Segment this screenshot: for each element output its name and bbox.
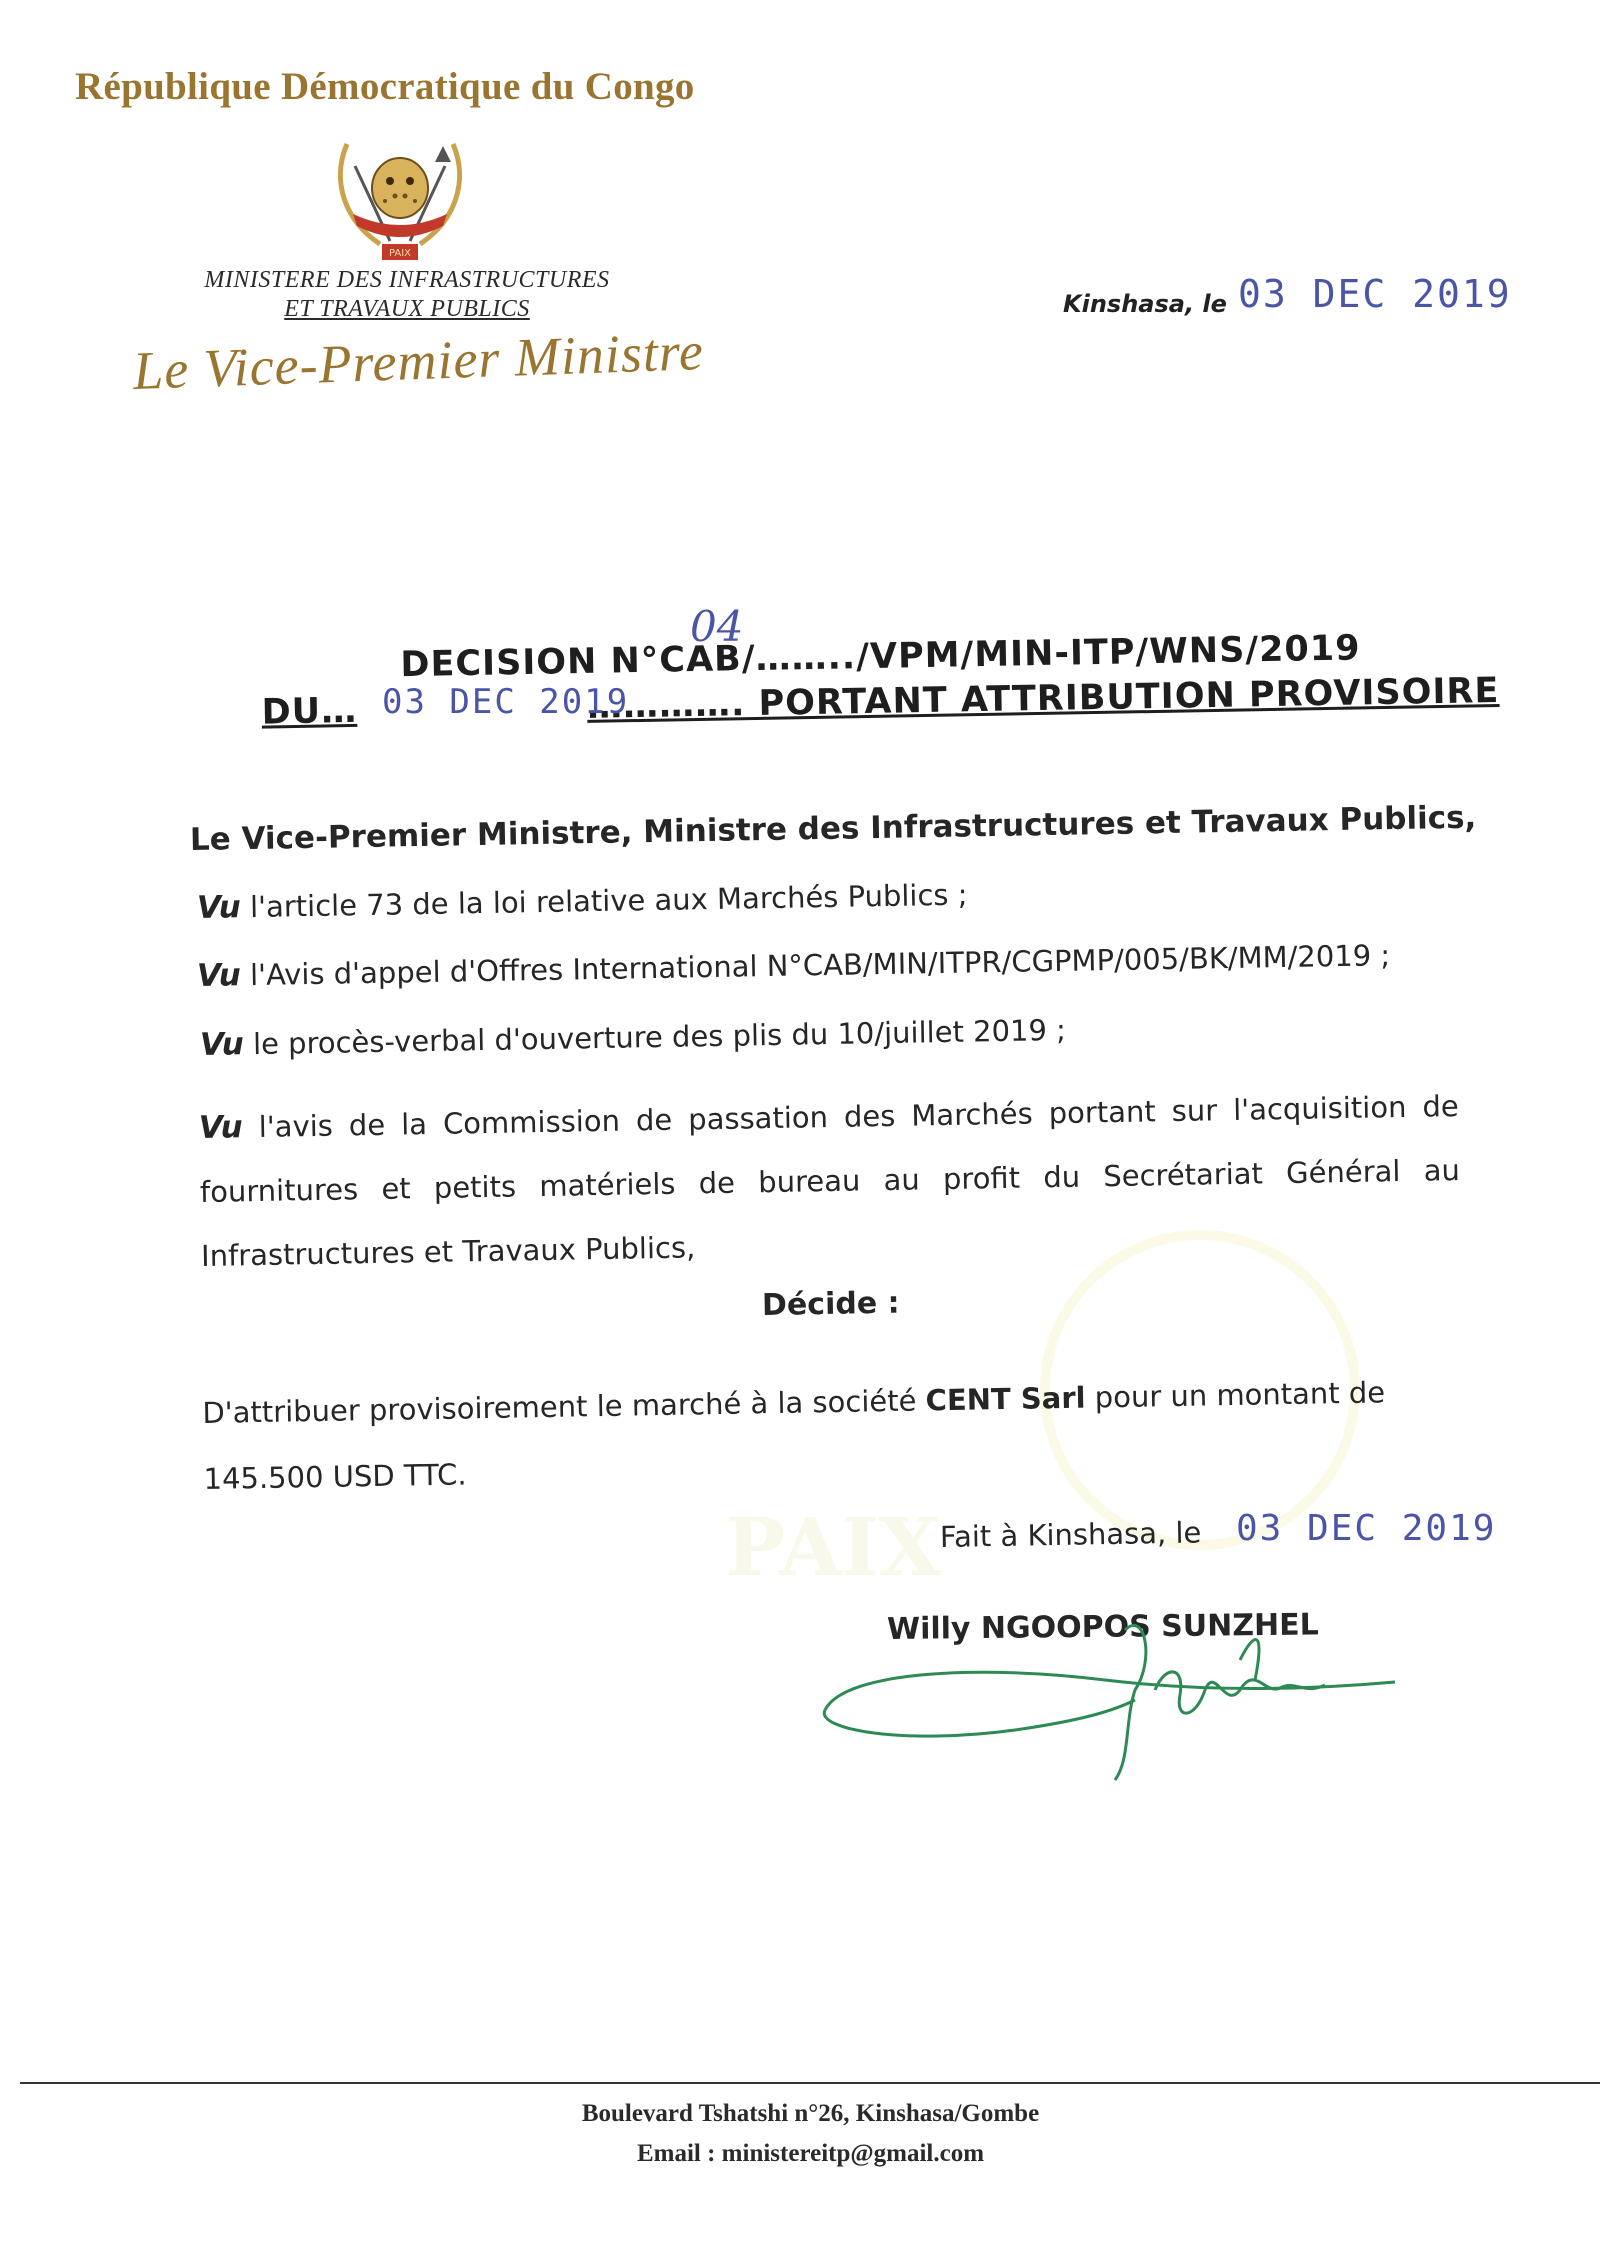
ministry-line-2: ET TRAVAUX PUBLICS (284, 296, 530, 322)
emblem-motto: PAIX (388, 248, 412, 259)
decision-du-suffix: …………. PORTANT ATTRIBUTION PROVISOIRE (586, 670, 1500, 727)
coat-of-arms-emblem (325, 126, 475, 276)
vu-label: Vu (199, 1026, 245, 1063)
handwritten-signature (785, 1570, 1415, 1790)
consideration-text: l'Avis d'appel d'Offres International N°CAB/MIN/ITPR/CGPMP/005/BK/MM/2019 ; (249, 938, 1391, 993)
footer-divider (20, 2082, 1600, 2084)
place-date-label: Kinshasa, le (1063, 290, 1227, 318)
decide-heading: Décide : (761, 1285, 900, 1323)
office-title: Le Vice-Premier Ministre (132, 321, 705, 401)
consideration-text: le procès-verbal d'ouverture des plis du 10/juillet 2019 ; (252, 1012, 1067, 1062)
attribution-text-after: pour un montant de 145.500 USD TTC. (203, 1375, 1386, 1496)
country-name: République Démocratique du Congo (75, 65, 695, 108)
consideration-text: l'avis de la Commission de passation des Marchés portant sur l'acquisition de fournitures et petits matériels de bureau au profit du Secrétariat Général au Infrastructures et Travaux Publics, (199, 1089, 1461, 1273)
company-name: CENT Sarl (925, 1380, 1086, 1418)
attribution-paragraph (202, 1358, 1484, 1512)
vu-label: Vu (196, 889, 242, 926)
consideration-2 (197, 937, 1391, 994)
vu-label: Vu (196, 957, 242, 994)
watermark-text: PAIX (725, 1500, 941, 1594)
consideration-4 (198, 1074, 1461, 1288)
vu-label: Vu (198, 1109, 244, 1147)
footer-email: Email : ministereitp@gmail.com (636, 2140, 985, 2167)
consideration-1 (197, 877, 968, 926)
consideration-3 (200, 1012, 1067, 1063)
decision-suffix: ……../VPM/MIN-ITP/WNS/2019 (755, 628, 1361, 679)
ministry-name (162, 266, 652, 324)
decision-du-prefix: DU… (261, 690, 358, 733)
consideration-text: l'article 73 de la loi relative aux Marchés Publics ; (249, 877, 968, 925)
attribution-text-before: D'attribuer provisoirement le marché à la société (202, 1383, 917, 1431)
signatory-name: Willy NGOOPOS SUNZHEL (886, 1607, 1319, 1647)
footer-address: Boulevard Tshatshi n°26, Kinshasa/Gombe (581, 2100, 1040, 2127)
ministry-line-1: MINISTERE DES INFRASTRUCTURES (204, 267, 610, 293)
intro-line: Le Vice-Premier Ministre, Ministre des Infrastructures et Travaux Publics, (189, 799, 1477, 858)
date-stamp-bottom: 03 DEC 2019 (1236, 1508, 1497, 1549)
decision-prefix: DECISION N°CAB/ (400, 638, 756, 686)
handwritten-decision-number: 04 (690, 602, 744, 651)
date-stamp-title: 03 DEC 2019 (382, 682, 630, 722)
fait-label: Fait à Kinshasa, le (939, 1515, 1202, 1554)
date-stamp-top: 03 DEC 2019 (1238, 272, 1512, 316)
